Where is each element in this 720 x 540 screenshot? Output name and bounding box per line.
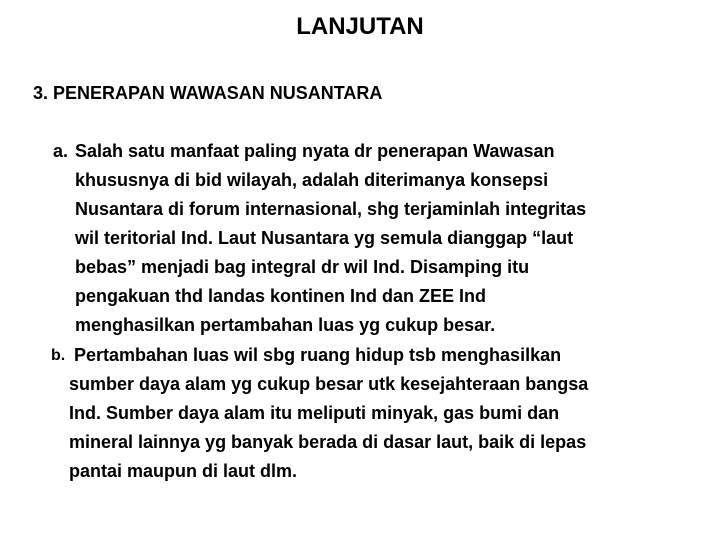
text-line: bebas” menjadi bag integral dr wil Ind. Disamping itu [75, 257, 530, 277]
text-line: Ind. Sumber daya alam itu meliputi minyak, gas bumi dan [69, 403, 560, 423]
text-line: wil teritorial Ind. Laut Nusantara yg semula dianggap “laut [75, 228, 574, 248]
section-heading: 3. PENERAPAN WAWASAN NUSANTARA [33, 83, 383, 103]
text-line: Salah satu manfaat paling nyata dr penerapan Wawasan [75, 141, 555, 161]
text-line: khususnya di bid wilayah, adalah diterimanya konsepsi [75, 170, 549, 190]
list-item-a [53, 137, 586, 340]
slide-title: LANJUTAN [296, 13, 424, 40]
list-item-b [51, 341, 588, 486]
text-line: pengakuan thd landas kontinen Ind dan ZEE Ind [75, 286, 487, 306]
text-line: Nusantara di forum internasional, shg terjaminlah integritas [75, 199, 587, 219]
text-line: sumber daya alam yg cukup besar utk kesejahteraan bangsa [69, 374, 589, 394]
text-line: mineral lainnya yg banyak berada di dasar laut, baik di lepas [69, 432, 587, 452]
text-line: menghasilkan pertambahan luas yg cukup besar. [75, 315, 496, 335]
text-line: pantai maupun di laut dlm. [69, 461, 298, 481]
text-line: Pertambahan luas wil sbg ruang hidup tsb menghasilkan [74, 345, 562, 365]
list-marker: a. [53, 141, 69, 161]
list-marker: b. [51, 347, 66, 364]
